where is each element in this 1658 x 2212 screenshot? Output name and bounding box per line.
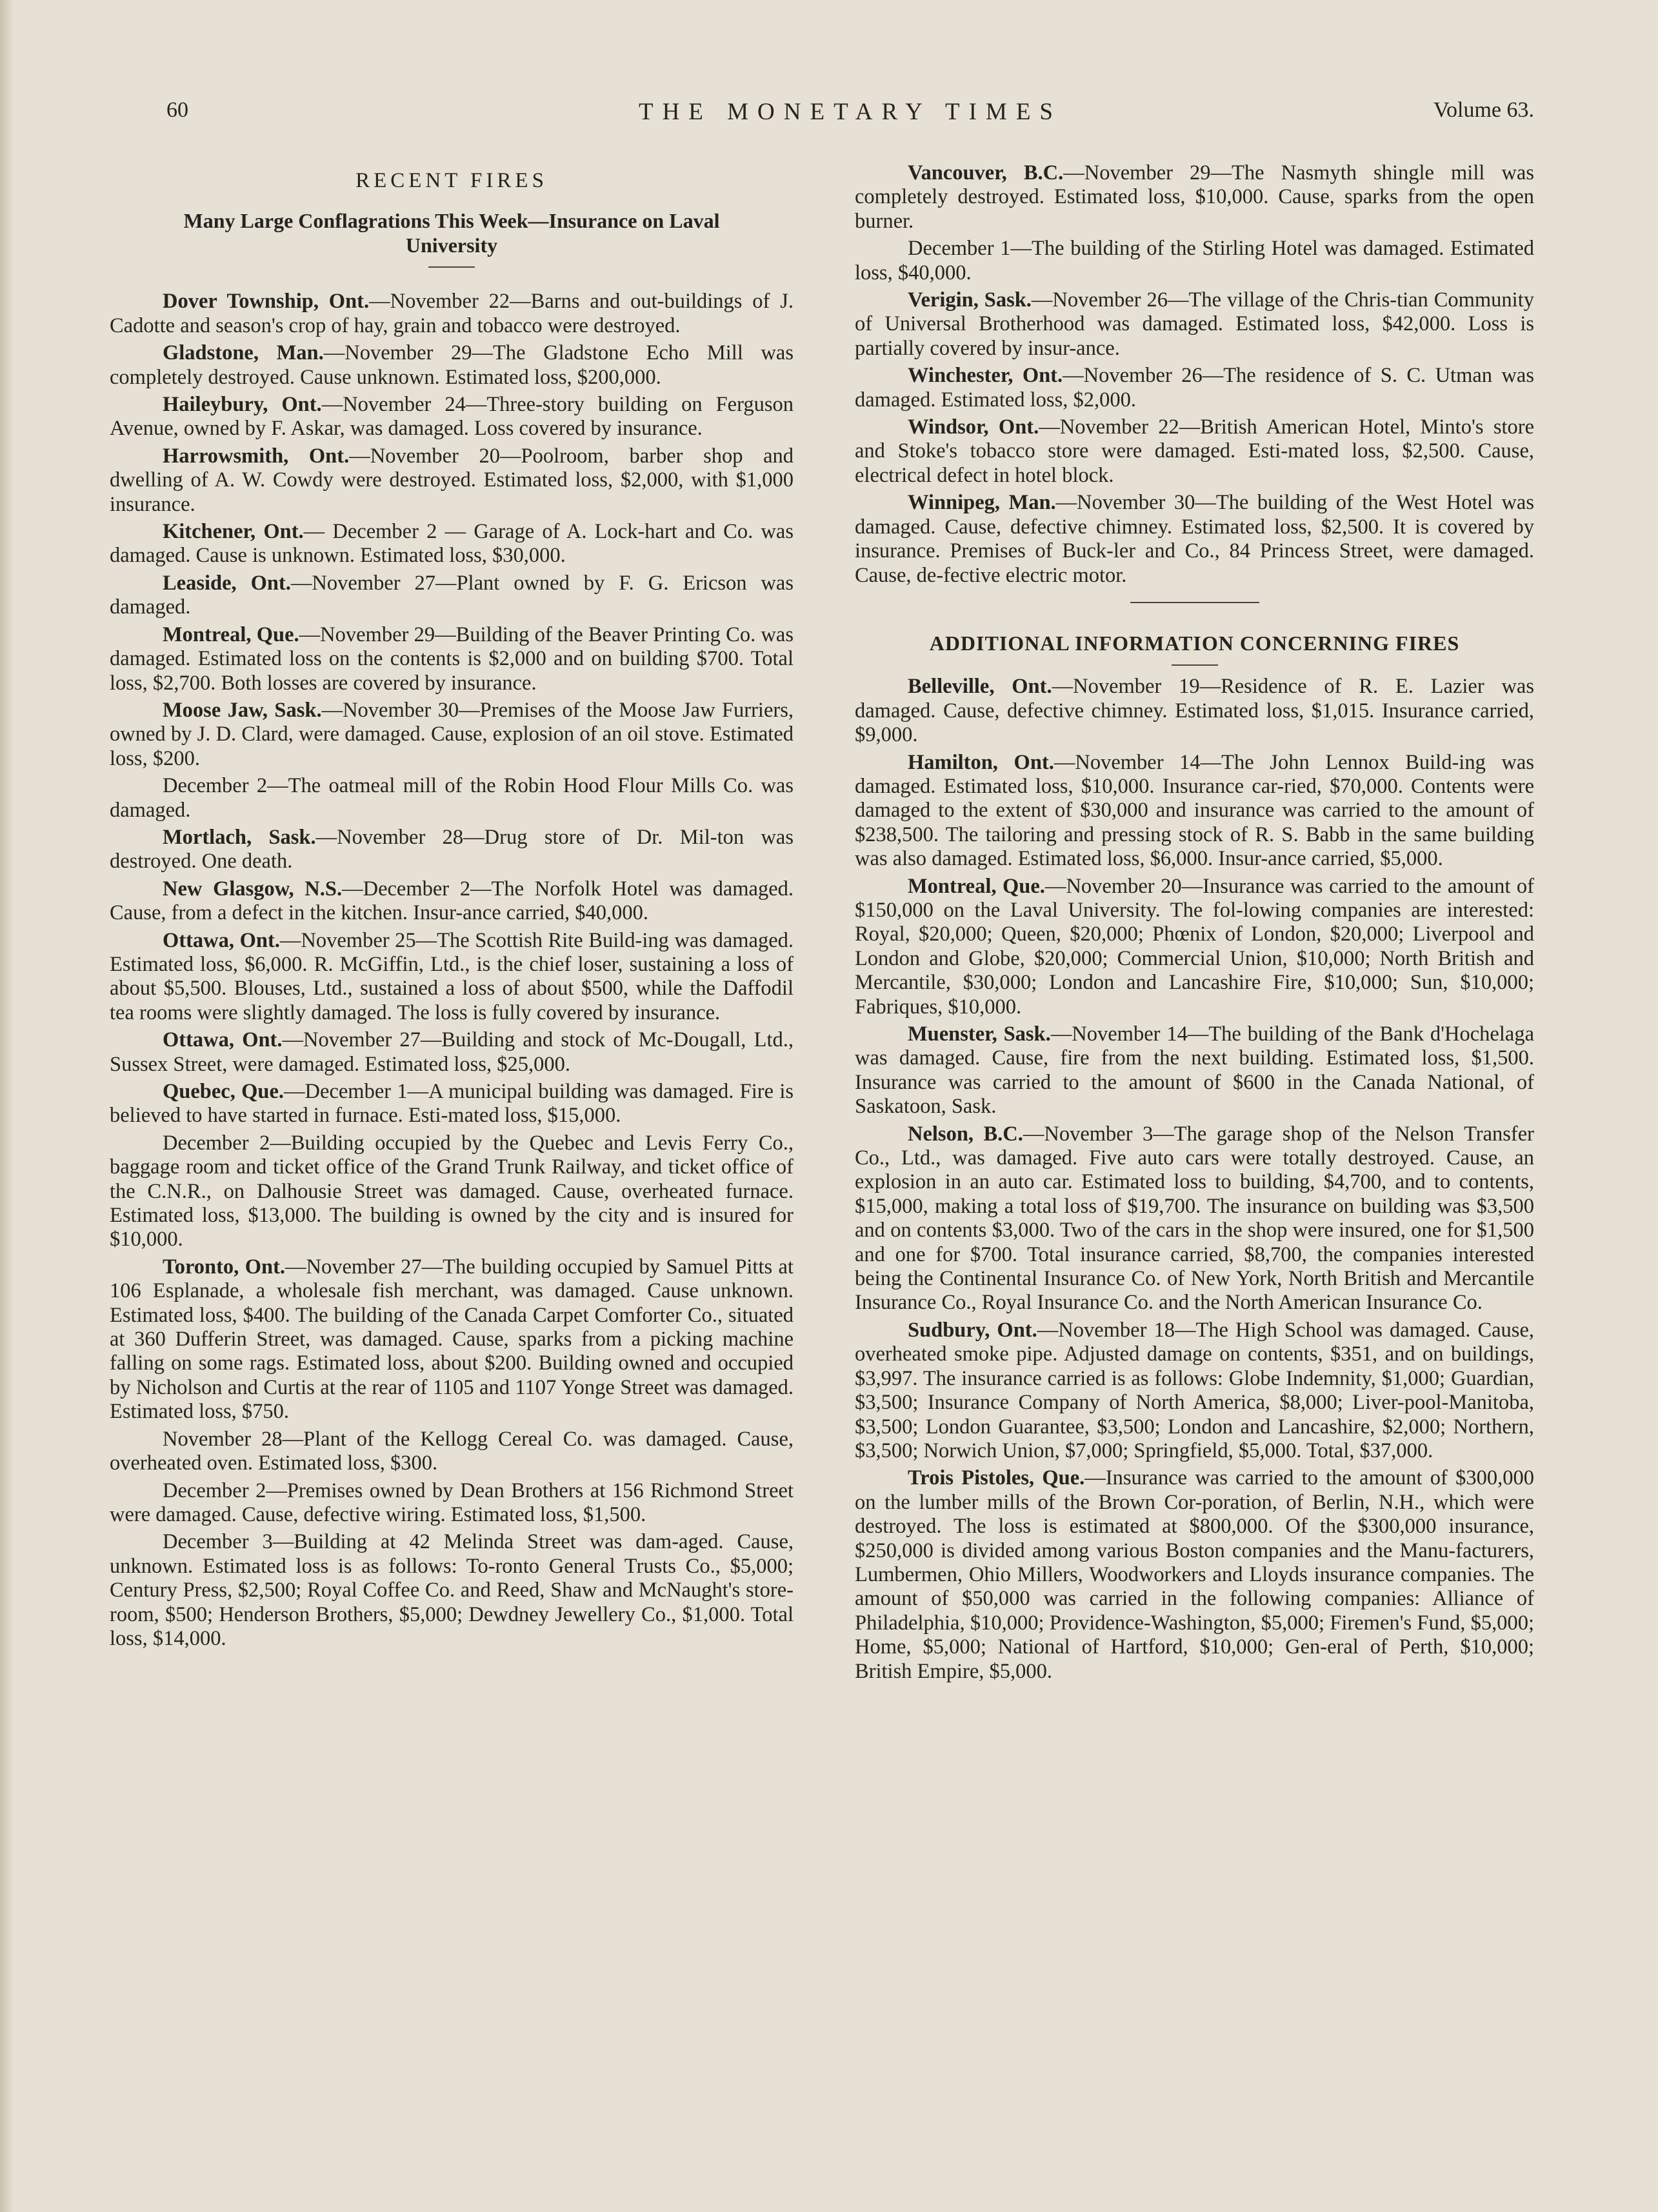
entry-text: —December 1—A municipal building was damaged. Fire is believed to have started in furnace. Esti-mated loss, $15,000.: [110, 1080, 794, 1128]
volume-label: Volume 63.: [1433, 98, 1534, 122]
fire-report-entry: [110, 623, 794, 695]
fire-report-entry: [110, 444, 794, 517]
entry-location: Verigin, Sask.: [908, 288, 1032, 312]
entry-location: Windsor, Ont.: [908, 415, 1039, 439]
entry-location: Vancouver, B.C.: [908, 161, 1064, 184]
fire-report-entry: [110, 1255, 794, 1424]
entry-location: Toronto, Ont.: [163, 1255, 286, 1279]
fire-report-entry: [110, 929, 794, 1026]
divider-rule: [428, 266, 475, 268]
section-title-additional-information: ADDITIONAL INFORMATION CONCERNING FIRES: [929, 631, 1460, 655]
entry-location: New Glasgow, N.S.: [163, 877, 343, 901]
entry-text: —November 24—Three-story building on Ferguson Avenue, owned by F. Askar, was damaged. Loss covered by insurance.: [110, 393, 794, 441]
entry-text: —November 29—The Nasmyth shingle mill was completely destroyed. Estimated loss, $10,000. Cause, sparks from the open burner.: [855, 161, 1534, 233]
section-divider-rule: [1130, 602, 1259, 603]
entry-location: Leaside, Ont.: [163, 571, 291, 595]
entry-location: Harrowsmith, Ont.: [163, 444, 350, 468]
fire-report-entry: [110, 1530, 794, 1651]
entry-text: December 2—Premises owned by Dean Brothers at 156 Richmond Street were damaged. Cause, defective wiring. Estimated loss, $1,500.: [110, 1479, 794, 1526]
entry-text: —November 27—Plant owned by F. G. Ericson was damaged.: [110, 571, 794, 619]
fire-report-entry: [855, 415, 1534, 488]
entry-text: —November 25—The Scottish Rite Build-ing was damaged. Estimated loss, $6,000. R. McGiffin, Ltd., is the chief loser, sustaining a loss of about $5,500. Blouses, Ltd., sustained a loss of about $500, while the Daffodil tea rooms were slightly damaged. The loss is fully covered by insurance.: [110, 928, 794, 1024]
entry-text: —November 20—Insurance was carried to the amount of $150,000 on the Laval University. The fol-lowing companies are interested: Royal, $20,000; Queen, $20,000; Phœnix of London, $20,000; Liverpool and London and Globe, $20,000; Commercial Union, $10,000; North British and Mercantile, $30,000; London and Lancashire Fire, $10,000; Sun, $10,000; Fabriques, $10,000.: [855, 874, 1534, 1019]
entry-text: —November 26—The residence of S. C. Utman was damaged. Estimated loss, $2,000.: [855, 364, 1534, 412]
entry-location: Mortlach, Sask.: [163, 825, 316, 849]
entry-text: —November 27—Building and stock of Mc-Dougall, Ltd., Sussex Street, were damaged. Estimated loss, $25,000.: [110, 1028, 794, 1076]
fire-report-entry: [855, 1466, 1534, 1684]
entry-text: —November 20—Poolroom, barber shop and dwelling of A. W. Cowdy were destroyed. Estimated loss, $2,000, with $1,000 insurance.: [110, 444, 794, 516]
entry-text: —November 19—Residence of R. E. Lazier was damaged. Cause, defective chimney. Estimated loss, $1,015. Insurance carried, $9,000.: [855, 675, 1535, 747]
left-entries-list: [110, 290, 794, 1651]
entry-text: December 3—Building at 42 Melinda Street was dam-aged. Cause, unknown. Estimated loss is as follows: To-ronto General Trusts Co., $5,000; Century Press, $2,500; Royal Coffee Co. and Reed, Shaw and McNaught's store-room, $500; Henderson Brothers, $5,000; Dewdney Jewellery Co., $1,000. Total loss, $14,000.: [110, 1530, 794, 1650]
publication-title: THE MONETARY TIMES: [638, 99, 1063, 125]
entry-text: December 1—The building of the Stirling Hotel was damaged. Estimated loss, $40,000.: [855, 237, 1534, 284]
entry-location: Nelson, B.C.: [908, 1122, 1023, 1146]
entry-text: —November 14—The building of the Bank d'Hochelaga was damaged. Cause, fire from the next building. Estimated loss, $1,500. Insurance was carried to the amount of $600 in the Canada National, of Saskatoon, Sask.: [855, 1022, 1534, 1119]
entry-text: —November 29—Building of the Beaver Printing Co. was damaged. Estimated loss on the contents is $2,000 and on building $700. Total loss, $2,700. Both losses are covered by insurance.: [110, 623, 794, 695]
entry-location: Trois Pistoles, Que.: [908, 1466, 1085, 1490]
entry-location: Montreal, Que.: [163, 623, 299, 646]
entry-location: Gladstone, Man.: [163, 341, 324, 365]
entry-location: Ottawa, Ont.: [163, 928, 280, 952]
entry-text: —November 22—Barns and out-buildings of J. Cadotte and season's crop of hay, grain and tobacco were destroyed.: [110, 290, 794, 337]
fire-report-entry: [855, 161, 1534, 234]
fire-report-entry: [855, 1319, 1534, 1463]
fire-report-entry: [855, 364, 1534, 412]
fire-report-entry: [110, 393, 794, 441]
entry-text: —November 27—The building occupied by Samuel Pitts at 106 Esplanade, a wholesale fish merchant, was damaged. Cause unknown. Estimated loss, $400. The building of the Canada Carpet Comforter Co., situated at 360 Dufferin Street, was damaged. Cause, sparks from a picking machine falling on some rags. Estimated loss, about $200. Building owned and occupied by Nicholson and Curtis at the rear of 1105 and 1107 Yonge Street was damaged. Estimated loss, $750.: [110, 1255, 794, 1424]
entry-location: Hamilton, Ont.: [908, 750, 1054, 774]
fire-report-entry: [110, 1479, 794, 1528]
entry-text: —Insurance was carried to the amount of $300,000 on the lumber mills of the Brown Cor-poration, of Berlin, N.H., which were destroyed. The loss is estimated at $800,000. Of the $300,000 insurance, $250,000 is divided among various Boston companies and the Manu-facturers, Lumbermen, Ohio Millers, Woodworkers and Lloyds insurance companies. The amount of $50,000 was carried in the following companies: Alliance of Philadelphia, $10,000; Providence-Washington, $5,000; Firemen's Fund, $5,000; Home, $5,000; National of Hartford, $10,000; Gen-eral of Perth, $10,000; British Empire, $5,000.: [855, 1466, 1534, 1683]
entry-location: Haileybury, Ont.: [163, 393, 322, 417]
fire-report-entry: [110, 1131, 794, 1252]
section-subtitle: Many Large Conflagrations This Week—Insurance on Laval University: [183, 209, 720, 257]
entry-location: Belleville, Ont.: [908, 675, 1052, 699]
entry-text: —November 28—Drug store of Dr. Mil-ton was destroyed. One death.: [110, 825, 794, 873]
entry-location: Montreal, Que.: [908, 874, 1045, 898]
fire-report-entry: [110, 1080, 794, 1128]
entry-text: —December 2—The Norfolk Hotel was damaged. Cause, from a defect in the kitchen. Insur-ance carried, $40,000.: [110, 877, 794, 925]
running-head: [166, 98, 1534, 137]
entry-text: —November 29—The Gladstone Echo Mill was completely destroyed. Cause unknown. Estimated loss, $200,000.: [110, 341, 794, 389]
page-edge-shadow: [0, 0, 14, 2212]
right-entries-recent-list: [855, 161, 1534, 588]
fire-report-entry: [855, 875, 1534, 1019]
left-column: [110, 161, 794, 1654]
fire-report-entry: [855, 751, 1534, 872]
entry-text: —November 3—The garage shop of the Nelson Transfer Co., Ltd., was damaged. Five auto cars were totally destroyed. Cause, an explosion in an auto car. Estimated loss to building, $4,700, and to contents, $15,000, making a total loss of $19,700. The insurance on building was $3,500 and on contents $3,000. Two of the cars in the shop were insured, one for $1,500 and one for $700. Total insurance carried, $8,700, the companies interested being the Continental Insurance Co. of New York, North British and Mercantile Insurance Co., Royal Insurance Co. and the North American Insurance Co.: [855, 1122, 1535, 1315]
fire-report-entry: [110, 877, 794, 926]
fire-report-entry: [855, 491, 1534, 588]
entry-location: Winnipeg, Man.: [908, 491, 1056, 515]
entry-text: —November 30—The building of the West Hotel was damaged. Cause, defective chimney. Estimated loss, $2,500. It is covered by insurance. Premises of Buck-ler and Co., 84 Princess Street, were damaged. Cause, de-fective electric motor.: [855, 491, 1534, 587]
fire-report-entry: [110, 520, 794, 568]
entry-location: Muenster, Sask.: [908, 1022, 1051, 1046]
page-number: 60: [166, 98, 188, 122]
fire-report-entry: [110, 699, 794, 771]
fire-report-entry: [110, 1028, 794, 1077]
entry-location: Quebec, Que.: [163, 1080, 285, 1103]
fire-report-entry: [110, 826, 794, 874]
fire-report-entry: [110, 290, 794, 338]
fire-report-entry: [855, 237, 1534, 285]
fire-report-entry: [855, 675, 1534, 747]
entry-location: Dover Township, Ont.: [163, 290, 370, 314]
fire-report-entry: [110, 341, 794, 390]
fire-report-entry: [855, 1122, 1534, 1315]
entry-text: — December 2 — Garage of A. Lock-hart and Co. was damaged. Cause is unknown. Estimated loss, $30,000.: [110, 520, 794, 568]
entry-text: —November 18—The High School was damaged. Cause, overheated smoke pipe. Adjusted damage on contents, $351, and on buildings, $3,997. The insurance carried is as follows: Globe Indemnity, $1,000; Guardian, $3,500; Insurance Company of North America, $8,000; Liver-pool-Manitoba, $3,500; London Guarantee, $3,500; London and Lancashire, $2,000; Northern, $3,500; Norwich Union, $7,000; Springfield, $5,000. Total, $37,000.: [855, 1318, 1534, 1462]
entry-text: —November 22—British American Hotel, Minto's store and Stoke's tobacco store were damaged. Esti-mated loss, $2,500. Cause, electrical defect in hotel block.: [855, 415, 1535, 487]
entry-text: December 2—The oatmeal mill of the Robin Hood Flour Mills Co. was damaged.: [110, 774, 794, 822]
entry-location: Sudbury, Ont.: [908, 1318, 1037, 1342]
right-entries-additional-list: [855, 675, 1534, 1684]
right-column: [855, 161, 1534, 1687]
fire-report-entry: [110, 774, 794, 822]
entry-location: Moose Jaw, Sask.: [163, 698, 322, 722]
divider-rule: [1172, 664, 1218, 666]
entry-location: Ottawa, Ont.: [163, 1028, 283, 1052]
fire-report-entry: [110, 1428, 794, 1476]
entry-text: —November 26—The village of the Chris-tian Community of Universal Brotherhood was damaged. Estimated loss, $42,000. Loss is partially covered by insur-ance.: [855, 288, 1534, 360]
entry-text: November 28—Plant of the Kellogg Cereal Co. was damaged. Cause, overheated oven. Estimated loss, $300.: [110, 1427, 794, 1475]
fire-report-entry: [110, 572, 794, 620]
entry-location: Winchester, Ont.: [908, 364, 1063, 388]
section-title-recent-fires: RECENT FIRES: [355, 169, 548, 192]
entry-text: December 2—Building occupied by the Quebec and Levis Ferry Co., baggage room and ticket office of the Grand Trunk Railway, and ticket office of the C.N.R., on Dalhousie Street was damaged. Cause, overheated furnace. Estimated loss, $13,000. The building is owned by the city and is insured for $10,000.: [110, 1131, 794, 1251]
fire-report-entry: [855, 288, 1534, 361]
fire-report-entry: [855, 1022, 1534, 1119]
entry-location: Kitchener, Ont.: [163, 520, 304, 544]
entry-text: —November 30—Premises of the Moose Jaw Furriers, owned by J. D. Clard, were damaged. Cause, explosion of an oil stove. Estimated loss, $200.: [110, 698, 794, 770]
entry-text: —November 14—The John Lennox Build-ing was damaged. Estimated loss, $10,000. Insurance car-ried, $70,000. Contents were damaged to the extent of $30,000 and insurance was carried to the amount of $238,500. The tailoring and pressing stock of R. S. Babb in the same building was also damaged. Estimated loss, $6,000. Insur-ance carried, $5,000.: [855, 750, 1534, 871]
